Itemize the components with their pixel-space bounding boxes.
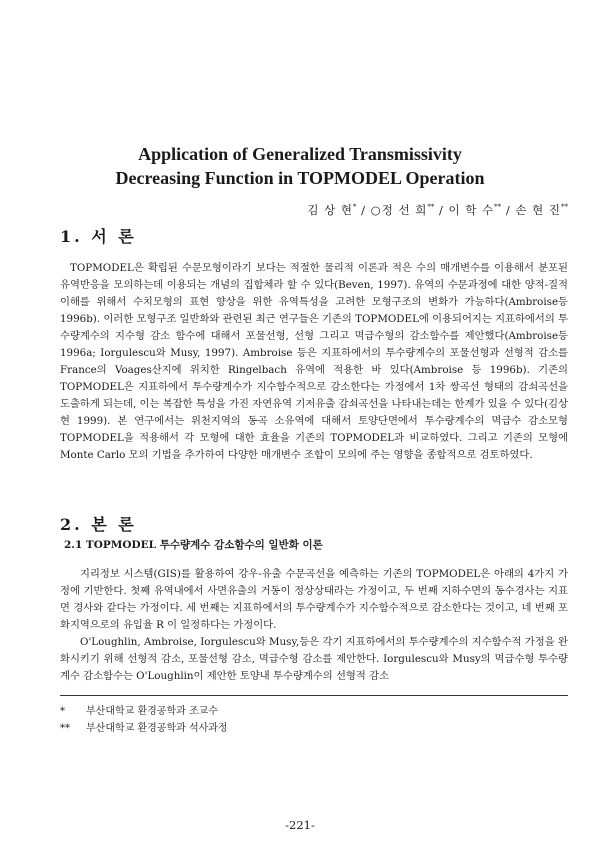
- body-paragraph-2: O'Loughlin, Ambroise, Iorgulescu와 Musy,등은 각기 지표하에서의 투수량계수의 지수함수적 가정을 완화시키기 위해 선형적 감소, 포물선형 감소, 멱급수형 감소를 제안한다. Iorgulescu와 Musy의 멱급수형 투수량계수 감소함수는 O'Loughlin이 제안한 토양내 투수량계수의 선형적 감소: [60, 636, 568, 682]
- author-affiliation-mark: **: [427, 203, 435, 212]
- author-name: ○정 선 희: [370, 203, 428, 217]
- author-separator: /: [501, 203, 516, 217]
- section-heading-body: 2. 본 론: [60, 515, 137, 534]
- footnote-text: 부산대학교 환경공학과 석사과정: [86, 723, 228, 734]
- footnote-mark: **: [60, 723, 70, 734]
- author-affiliation-mark: **: [494, 203, 502, 212]
- introduction-paragraph: TOPMODEL은 확립된 수문모형이라기 보다는 적절한 물리적 이론과 적은 수의 매개변수를 이용해서 분포된 유역반응을 모의하는데 이용되는 개념의 집합체라 할 수 있다(Beven, 1997). 유역의 수문과정에 대한 양적-질적 이해를 위해서 수치모형의 표현 향상을 위한 유역특성을 고려한 모형구조의 변화가 가능하다(Ambroise등 1996b). 이러한 모형구조 일반화와 관련된 최근 연구들은 기존의 TOPMODEL에 이용되어지는 지표하에서의 투수량계수의 지수형 감소 함수에 대해서 포물선형, 선형 그리고 멱급수형의 감소함수를 제안했다(Ambroise등 1996a; Iorgulescu와 Musy, 1997). Ambroise 등은 지표하에서의 투수량계수의 포물선형과 선형적 감소를 France의 Voages산지에 위치한 Ringelbach 유역에 적용한 바 있다(Ambroise 등 1996b). 기존의 TOPMODEL은 지표하에서 투수량계수가 지수함수적으로 감소한다는 가정에서 1차 쌍곡선 형태의 감쇠곡선을 도출하게 되는데, 이는 복잡한 특성을 가진 자연유역 기저유출 감쇠곡선을 나타내는데는 한계가 있을 수 있다(김상현 1999). 본 연구에서는 위천지역의 동곡 소유역에 대해서 토양단면에서 투수량계수의 멱급수 감소모형 TOPMODEL을 적용해서 각 모형에 대한 효율을 기존의 TOPMODEL과 비교하였다. 그리고 기존의 모형에 Monte Carlo 모의 기법을 추가하여 다양한 매개변수 조합이 모의에 주는 영향을 종합적으로 검토하였다.: [60, 262, 568, 461]
- section-heading-introduction: 1. 서 론: [60, 227, 137, 246]
- footnote-mark: *: [60, 706, 65, 717]
- title-line-1: Application of Generalized Transmissivity: [138, 144, 462, 164]
- author-affiliation-mark: *: [352, 203, 357, 212]
- footnote-divider: [60, 695, 568, 696]
- author-separator: /: [356, 203, 366, 217]
- body-paragraph-1: 지리정보 시스템(GIS)를 활용하여 강우-유출 수문곡선을 예측하는 기존의 TOPMODEL은 아래의 4가지 가정에 기반한다. 첫째 유역내에서 사면유출의 거동이 정상상태라는 가정이고, 두 번째 지하수면의 동수경사는 지표면 경사와 같다는 가정이다. 세 번째는 지표하에서의 투수량계수가 지수함수적으로 감소한다는 것이고, 네 번째 포화지역으로의 유입율 R 이 일정하다는 가정이다.: [60, 568, 568, 631]
- author-separator: /: [434, 203, 444, 217]
- author-list: [307, 202, 568, 218]
- footnote: [60, 702, 218, 717]
- author-affiliation-mark: **: [561, 203, 568, 212]
- subsection-heading: 2.1 TOPMODEL 투수량계수 감소함수의 일반화 이론: [64, 539, 323, 551]
- author-name: 이 학 수: [448, 203, 495, 217]
- author-name: 손 현 진: [515, 203, 561, 217]
- footnote: [60, 719, 228, 734]
- author-name: 김 상 현: [307, 203, 353, 217]
- title-line-2: Decreasing Function in TOPMODEL Operation: [115, 168, 485, 188]
- paper-title: [60, 142, 540, 190]
- footnote-text: 부산대학교 환경공학과 조교수: [86, 706, 218, 717]
- page-number: -221-: [285, 818, 315, 832]
